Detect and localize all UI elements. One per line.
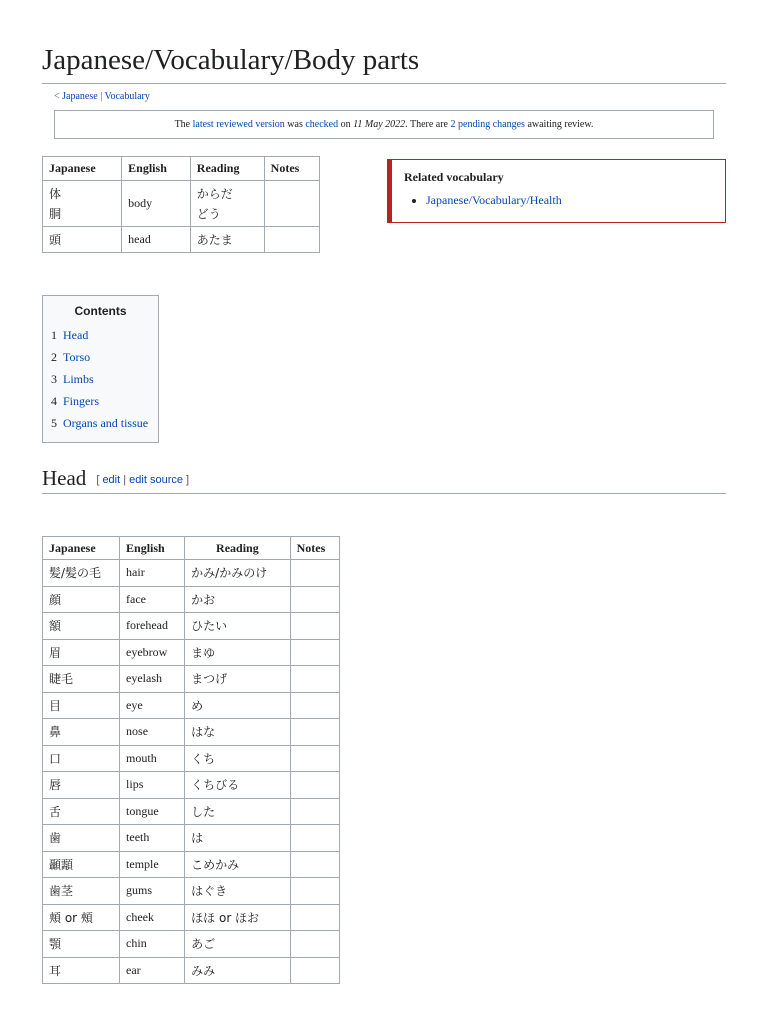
bracket: [ <box>96 474 103 486</box>
bracket: ] <box>182 474 190 486</box>
cell-japanese: 目 <box>43 692 120 719</box>
cell-reading: こめかみ <box>185 851 290 878</box>
table-row <box>43 798 340 825</box>
related-health-link[interactable]: Japanese/Vocabulary/Health <box>426 193 562 207</box>
table-row <box>43 227 320 253</box>
toc-number: 5 <box>51 416 57 430</box>
column-header-notes: Notes <box>264 157 319 181</box>
list-item <box>426 193 713 208</box>
page-title: Japanese/Vocabulary/Body parts <box>42 44 420 76</box>
column-header-english: English <box>120 537 185 560</box>
table-header-row <box>43 157 320 181</box>
table-row <box>43 931 340 958</box>
summary-table <box>42 156 320 253</box>
cell-reading: くち <box>185 745 290 772</box>
toc-item-torso[interactable] <box>51 348 150 370</box>
cell-english: cheek <box>120 904 185 931</box>
cell-english: lips <box>120 772 185 799</box>
review-date: 11 May 2022 <box>353 119 406 130</box>
breadcrumb-link-vocabulary[interactable]: Vocabulary <box>104 91 150 102</box>
section-heading-head <box>42 466 189 491</box>
cell-notes <box>290 878 339 905</box>
cell-notes <box>290 613 339 640</box>
cell-english: nose <box>120 719 185 746</box>
cell-reading-line: からだ <box>196 186 233 201</box>
table-row <box>43 904 340 931</box>
section-title: Head <box>42 466 87 490</box>
cell-japanese: 頬 or 頰 <box>43 904 120 931</box>
toc-link[interactable]: Fingers <box>63 394 99 408</box>
breadcrumb-link-japanese[interactable]: Japanese <box>62 91 98 102</box>
toc-link[interactable]: Organs and tissue <box>63 416 149 430</box>
cell-japanese: 唇 <box>43 772 120 799</box>
toc-number: 4 <box>51 394 57 408</box>
cell-japanese: 耳 <box>43 957 120 984</box>
title-divider <box>42 83 726 84</box>
cell-english: face <box>120 586 185 613</box>
cell-japanese: 歯茎 <box>43 878 120 905</box>
table-row <box>43 719 340 746</box>
cell-japanese: 顎 <box>43 931 120 958</box>
table-row <box>43 666 340 693</box>
cell-notes <box>290 639 339 666</box>
column-header-english: English <box>122 157 191 181</box>
cell-reading: はぐき <box>185 878 290 905</box>
cell-reading: みみ <box>185 957 290 984</box>
cell-notes <box>290 692 339 719</box>
toc-item-limbs[interactable] <box>51 370 150 392</box>
column-header-reading: Reading <box>185 537 290 560</box>
breadcrumb-prefix: < <box>54 91 63 102</box>
cell-reading: め <box>185 692 290 719</box>
cell-reading: くちびる <box>185 772 290 799</box>
cell-japanese <box>43 181 122 227</box>
cell-notes <box>290 560 339 587</box>
cell-japanese-line: 体 <box>49 186 62 201</box>
cell-reading: まつげ <box>185 666 290 693</box>
cell-notes <box>290 798 339 825</box>
cell-english: gums <box>120 878 185 905</box>
cell-notes <box>264 227 319 253</box>
cell-japanese-line: 胴 <box>49 206 62 221</box>
cell-japanese: 顳顬 <box>43 851 120 878</box>
table-row <box>43 957 340 984</box>
section-edit-links <box>96 474 189 486</box>
cell-japanese: 口 <box>43 745 120 772</box>
cell-japanese: 髪/髪の毛 <box>43 560 120 587</box>
column-header-japanese: Japanese <box>43 157 122 181</box>
cell-japanese: 額 <box>43 613 120 640</box>
cell-english: hair <box>120 560 185 587</box>
cell-notes <box>290 719 339 746</box>
review-text: The <box>174 119 193 130</box>
head-table-body <box>43 560 340 984</box>
cell-english: mouth <box>120 745 185 772</box>
cell-reading: ほほ or ほお <box>185 904 290 931</box>
column-header-japanese: Japanese <box>43 537 120 560</box>
cell-notes <box>290 745 339 772</box>
toc-item-organs[interactable] <box>51 414 150 436</box>
edit-source-link[interactable]: edit source <box>129 474 183 486</box>
cell-reading <box>190 181 264 227</box>
cell-english: forehead <box>120 613 185 640</box>
toc-title: Contents <box>74 304 127 318</box>
review-text: on <box>338 119 354 130</box>
toc-item-fingers[interactable] <box>51 392 150 414</box>
review-text: was <box>284 119 306 130</box>
cell-reading: まゆ <box>185 639 290 666</box>
cell-japanese: 頭 <box>43 227 122 253</box>
cell-reading: かみ/かみのけ <box>185 560 290 587</box>
table-row <box>43 692 340 719</box>
cell-japanese: 鼻 <box>43 719 120 746</box>
table-of-contents <box>42 295 159 443</box>
cell-reading: あご <box>185 931 290 958</box>
cell-notes <box>290 931 339 958</box>
cell-english: body <box>122 181 191 227</box>
separator: | <box>120 474 130 486</box>
cell-english: teeth <box>120 825 185 852</box>
cell-reading: はな <box>185 719 290 746</box>
review-notice <box>54 110 714 139</box>
toc-number: 2 <box>51 350 57 364</box>
table-row <box>43 825 340 852</box>
cell-japanese: 舌 <box>43 798 120 825</box>
review-text: . There are <box>405 119 451 130</box>
head-vocabulary-table <box>42 536 340 984</box>
latest-reviewed-version-link[interactable]: latest reviewed version <box>192 119 285 130</box>
breadcrumb-separator: | <box>97 91 105 102</box>
cell-reading: ひたい <box>185 613 290 640</box>
column-header-notes: Notes <box>290 537 339 560</box>
table-row <box>43 745 340 772</box>
table-row <box>43 560 340 587</box>
table-row <box>43 878 340 905</box>
table-row <box>43 639 340 666</box>
cell-notes <box>264 181 319 227</box>
toc-link[interactable]: Limbs <box>63 372 94 386</box>
related-vocabulary-heading: Related vocabulary <box>404 170 504 184</box>
cell-reading: した <box>185 798 290 825</box>
table-row <box>43 772 340 799</box>
cell-notes <box>290 904 339 931</box>
toc-link[interactable]: Head <box>63 328 89 342</box>
section-divider <box>42 493 726 494</box>
cell-english: ear <box>120 957 185 984</box>
breadcrumb <box>54 91 150 102</box>
table-row <box>43 586 340 613</box>
edit-link[interactable]: edit <box>102 474 121 486</box>
cell-reading-line: どう <box>196 206 221 221</box>
cell-notes <box>290 957 339 984</box>
table-row <box>43 851 340 878</box>
cell-japanese: 睫毛 <box>43 666 120 693</box>
cell-japanese: 顔 <box>43 586 120 613</box>
pending-changes-link[interactable]: 2 pending changes <box>450 119 525 130</box>
cell-english: temple <box>120 851 185 878</box>
related-vocabulary-box <box>387 159 726 223</box>
toc-number: 3 <box>51 372 57 386</box>
toc-item-head[interactable] <box>51 326 150 348</box>
column-header-reading: Reading <box>190 157 264 181</box>
toc-number: 1 <box>51 328 57 342</box>
cell-japanese: 歯 <box>43 825 120 852</box>
table-row <box>43 181 320 227</box>
related-vocabulary-list <box>404 193 713 208</box>
cell-reading: は <box>185 825 290 852</box>
cell-reading: あたま <box>190 227 264 253</box>
cell-reading: かお <box>185 586 290 613</box>
cell-english: chin <box>120 931 185 958</box>
toc-link[interactable]: Torso <box>63 350 91 364</box>
cell-notes <box>290 666 339 693</box>
cell-notes <box>290 772 339 799</box>
review-text: awaiting review. <box>524 119 594 130</box>
cell-english: eye <box>120 692 185 719</box>
cell-notes <box>290 586 339 613</box>
cell-japanese: 眉 <box>43 639 120 666</box>
cell-english: head <box>122 227 191 253</box>
cell-notes <box>290 851 339 878</box>
checked-link[interactable]: checked <box>305 119 339 130</box>
table-row <box>43 613 340 640</box>
cell-notes <box>290 825 339 852</box>
cell-english: eyebrow <box>120 639 185 666</box>
cell-english: tongue <box>120 798 185 825</box>
table-header-row <box>43 537 340 560</box>
cell-english: eyelash <box>120 666 185 693</box>
